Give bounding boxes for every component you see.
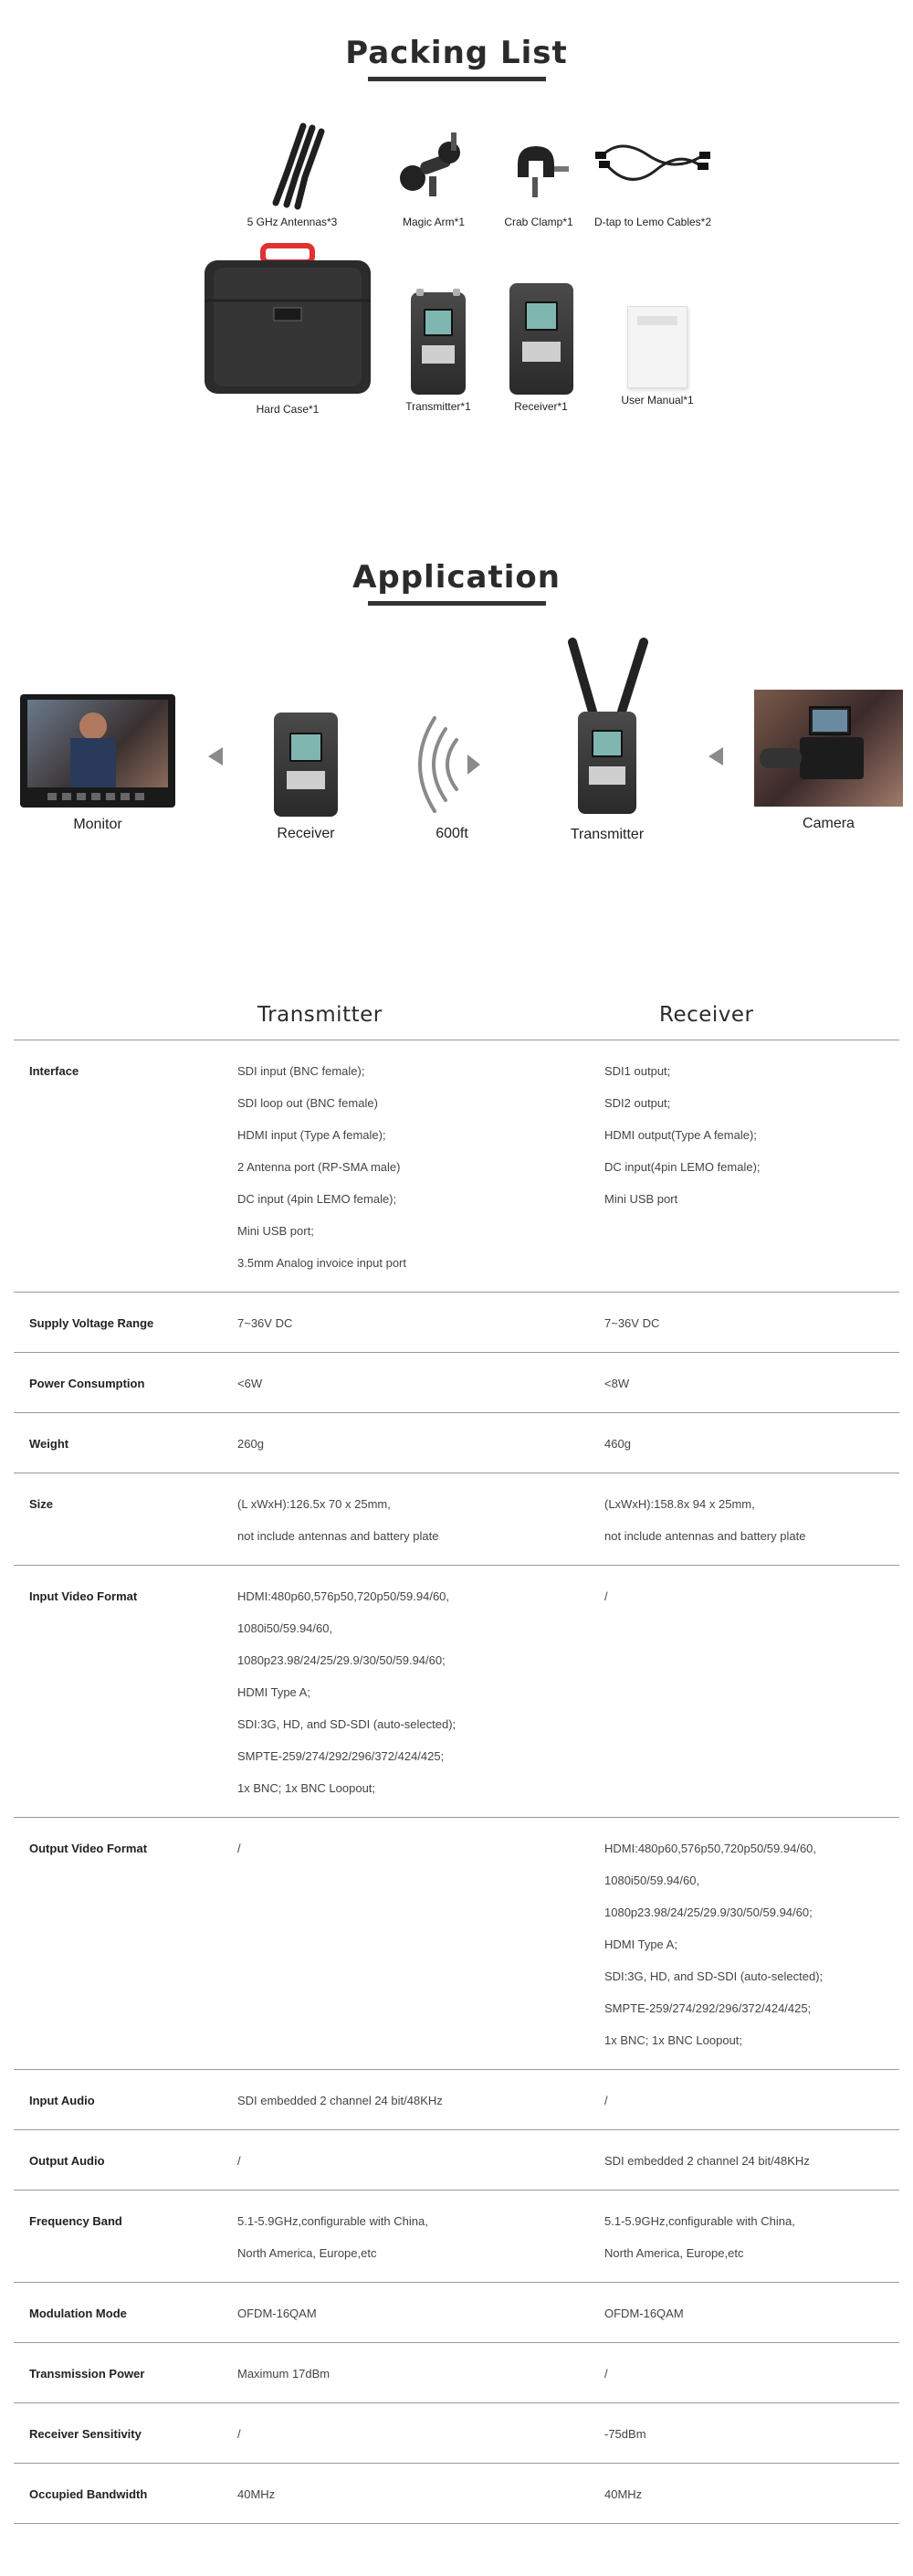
transmitter-icon [411, 292, 466, 395]
receiver-value-line: 1080p23.98/24/25/29.9/30/50/59.94/60; [604, 1906, 813, 1919]
camera-label: Camera [803, 816, 855, 831]
spec-row [14, 2403, 899, 2464]
camera-item [753, 690, 904, 832]
transmitter-value-line: <6W [237, 1377, 263, 1390]
receiver-value-line: 7~36V DC [604, 1316, 660, 1330]
packing-item [493, 137, 584, 228]
transmitter-value-line: 40MHz [237, 2487, 276, 2501]
spec-row [14, 1040, 899, 1293]
transmitter-value-line: HDMI input (Type A female); [237, 1128, 386, 1142]
spec-key: Modulation Mode [29, 2307, 127, 2320]
crab-clamp-icon [507, 137, 571, 210]
transmitter-value-line: 1080p23.98/24/25/29.9/30/50/59.94/60; [237, 1653, 446, 1667]
transmitter-value-line: 260g [237, 1437, 264, 1451]
receiver-value-cell [604, 2205, 899, 2269]
spec-key: Interface [29, 1064, 79, 1078]
transmitter-value-line: 5.1-5.9GHz,configurable with China, [237, 2214, 428, 2228]
packing-item-label: 5 GHz Antennas*3 [247, 216, 338, 228]
spec-row [14, 1566, 899, 1818]
transmitter-value-cell [237, 2145, 604, 2177]
transmitter-value-line: 7~36V DC [237, 1316, 293, 1330]
transmitter-value-cell [237, 2085, 604, 2117]
hard-case-icon [201, 242, 374, 397]
receiver-value-line: 1x BNC; 1x BNC Loopout; [604, 2033, 743, 2047]
receiver-value-cell [604, 2478, 899, 2510]
receiver-value-line: (LxWxH):158.8x 94 x 25mm, [604, 1497, 755, 1511]
receiver-value-cell [604, 2145, 899, 2177]
application-heading [0, 559, 913, 606]
receiver-value-cell [604, 2358, 899, 2390]
receiver-value-line: North America, Europe,etc [604, 2246, 744, 2260]
spec-key: Occupied Bandwidth [29, 2487, 148, 2501]
transmitter-value-line: / [237, 2427, 241, 2441]
receiver-value-cell [604, 2085, 899, 2117]
packing-item-label: Crab Clamp*1 [504, 216, 573, 228]
packing-item-label: Magic Arm*1 [402, 216, 466, 228]
receiver-value-cell [604, 2418, 899, 2450]
spec-key: Transmission Power [29, 2367, 145, 2381]
receiver-value-cell [604, 1367, 899, 1399]
transmitter-label: Transmitter [570, 827, 645, 842]
spec-key: Output Audio [29, 2154, 105, 2168]
title-underline [368, 601, 546, 606]
receiver-value-cell [604, 1488, 899, 1552]
receiver-value-cell [604, 1307, 899, 1339]
receiver-value-line: / [604, 2367, 608, 2381]
receiver-value-line: HDMI:480p60,576p50,720p50/59.94/60, [604, 1842, 817, 1855]
packing-item [397, 292, 479, 413]
transmitter-value-line: DC input (4pin LEMO female); [237, 1192, 397, 1206]
left-arrow-icon [708, 747, 723, 765]
transmitter-value-line: 1x BNC; 1x BNC Loopout; [237, 1781, 376, 1795]
packing-item-label: Transmitter*1 [405, 400, 471, 413]
receiver-value-line: <8W [604, 1377, 630, 1390]
manual-icon [627, 306, 687, 388]
spec-key: Output Video Format [29, 1842, 148, 1855]
cables-icon [593, 128, 712, 210]
camera-image [754, 690, 903, 807]
spec-row [14, 2464, 899, 2524]
transmitter-value-line: SDI loop out (BNC female) [237, 1096, 378, 1110]
receiver-value-line: / [604, 2094, 608, 2107]
packing-item [196, 242, 379, 416]
transmitter-value-line: 3.5mm Analog invoice input port [237, 1256, 406, 1270]
spec-row [14, 2283, 899, 2343]
monitor-item [11, 694, 184, 833]
transmitter-value-cell [237, 1307, 604, 1339]
receiver-value-cell [604, 1832, 899, 2056]
transmitter-value-line: SDI input (BNC female); [237, 1064, 365, 1078]
spec-row [14, 1353, 899, 1413]
transmitter-value-line: North America, Europe,etc [237, 2246, 377, 2260]
spec-key: Frequency Band [29, 2214, 122, 2228]
transmitter-value-line: not include antennas and battery plate [237, 1529, 439, 1543]
spec-row [14, 2343, 899, 2403]
monitor-label: Monitor [73, 817, 122, 832]
transmitter-value-cell [237, 2358, 604, 2390]
receiver-value-cell [604, 1055, 899, 1279]
receiver-value-line: SMPTE-259/274/292/296/372/424/425; [604, 2001, 812, 2015]
transmitter-value-line: Maximum 17dBm [237, 2367, 331, 2381]
receiver-value-line: not include antennas and battery plate [604, 1529, 806, 1543]
packing-list-title: Packing List [345, 35, 568, 71]
spec-key: Power Consumption [29, 1377, 145, 1390]
spec-key: Weight [29, 1437, 69, 1451]
receiver-image [274, 713, 338, 817]
receiver-value-line: HDMI output(Type A female); [604, 1128, 757, 1142]
packing-item [498, 283, 584, 413]
receiver-value-line: -75dBm [604, 2427, 646, 2441]
transmitter-column-header: Transmitter [257, 1003, 383, 1027]
receiver-value-line: 40MHz [604, 2487, 643, 2501]
packing-item-label: User Manual*1 [621, 394, 694, 406]
title-underline [368, 77, 546, 81]
transmitter-value-line: 1080i50/59.94/60, [237, 1621, 333, 1635]
monitor-image [20, 694, 175, 808]
receiver-item [260, 713, 352, 842]
receiver-value-line: 1080i50/59.94/60, [604, 1874, 700, 1887]
transmitter-value-cell [237, 1055, 604, 1279]
spec-row [14, 1473, 899, 1566]
receiver-value-line: / [604, 1589, 608, 1603]
distance-label: 600ft [436, 826, 468, 841]
spec-row [14, 1818, 899, 2070]
receiver-value-line: HDMI Type A; [604, 1937, 677, 1951]
transmitter-value-cell [237, 2478, 604, 2510]
transmitter-value-line: OFDM-16QAM [237, 2307, 317, 2320]
receiver-value-line: SDI:3G, HD, and SD-SDI (auto-selected); [604, 1969, 824, 1983]
transmitter-value-cell [237, 1832, 604, 2056]
receiver-value-cell [604, 2297, 899, 2329]
receiver-value-line: Mini USB port [604, 1192, 678, 1206]
transmitter-value-line: / [237, 2154, 241, 2168]
receiver-value-line: OFDM-16QAM [604, 2307, 684, 2320]
packing-item [584, 128, 721, 228]
transmitter-value-cell [237, 1367, 604, 1399]
application-title: Application [352, 559, 561, 596]
transmitter-item [543, 635, 671, 843]
packing-list-heading [0, 35, 913, 81]
transmitter-value-line: 2 Antenna port (RP-SMA male) [237, 1160, 401, 1174]
transmitter-value-line: Mini USB port; [237, 1224, 314, 1238]
transmitter-value-line: HDMI Type A; [237, 1685, 310, 1699]
receiver-value-line: SDI1 output; [604, 1064, 671, 1078]
transmitter-value-line: HDMI:480p60,576p50,720p50/59.94/60, [237, 1589, 450, 1603]
transmitter-value-cell [237, 1428, 604, 1460]
packing-item-label: D-tap to Lemo Cables*2 [593, 216, 712, 228]
packing-item [607, 306, 708, 406]
transmitter-value-line: SDI:3G, HD, and SD-SDI (auto-selected); [237, 1717, 456, 1731]
receiver-label: Receiver [277, 826, 335, 841]
transmitter-value-line: SMPTE-259/274/292/296/372/424/425; [237, 1749, 445, 1763]
transmitter-value-line: SDI embedded 2 channel 24 bit/48KHz [237, 2094, 443, 2107]
left-arrow-icon [208, 747, 223, 765]
spec-key: Supply Voltage Range [29, 1316, 154, 1330]
receiver-value-line: 460g [604, 1437, 631, 1451]
spec-key: Input Audio [29, 2094, 95, 2107]
spec-table [14, 1040, 899, 2524]
receiver-value-line: DC input(4pin LEMO female); [604, 1160, 761, 1174]
spec-key: Receiver Sensitivity [29, 2427, 142, 2441]
transmitter-value-line: / [237, 1842, 241, 1855]
receiver-column-header: Receiver [659, 1003, 754, 1027]
spec-key: Size [29, 1497, 54, 1511]
signal-item [402, 713, 502, 842]
packing-item-label: Hard Case*1 [256, 403, 320, 416]
wireless-signal-icon [411, 713, 493, 817]
receiver-icon [509, 283, 573, 395]
transmitter-value-cell [237, 1488, 604, 1552]
transmitter-value-line: (L xWxH):126.5x 70 x 25mm, [237, 1497, 391, 1511]
transmitter-value-cell [237, 2205, 604, 2269]
spec-row [14, 2191, 899, 2283]
transmitter-value-cell [237, 2418, 604, 2450]
transmitter-value-cell [237, 2297, 604, 2329]
packing-item [224, 119, 361, 228]
magic-arm-icon [393, 123, 475, 210]
spec-row [14, 2130, 899, 2191]
spec-key: Input Video Format [29, 1589, 138, 1603]
receiver-value-line: SDI embedded 2 channel 24 bit/48KHz [604, 2154, 810, 2168]
packing-item-label: Receiver*1 [514, 400, 568, 413]
spec-row [14, 2070, 899, 2130]
receiver-value-line: 5.1-5.9GHz,configurable with China, [604, 2214, 795, 2228]
antennas-icon [256, 119, 329, 210]
spec-row [14, 1413, 899, 1473]
receiver-value-cell [604, 1580, 899, 1804]
spec-row [14, 1293, 899, 1353]
receiver-value-cell [604, 1428, 899, 1460]
transmitter-value-cell [237, 1580, 604, 1804]
transmitter-image [552, 635, 662, 818]
packing-item [383, 123, 484, 228]
receiver-value-line: SDI2 output; [604, 1096, 671, 1110]
